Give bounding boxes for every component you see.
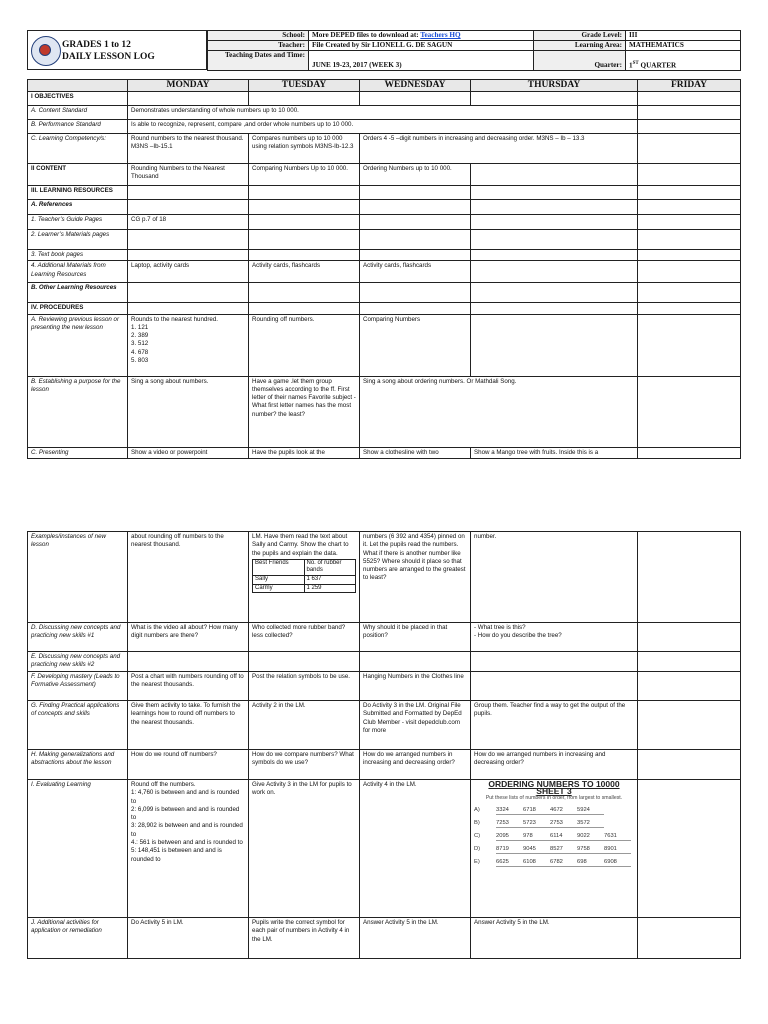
examples-thursday: number. [471,532,638,623]
reviewing-label: A. Reviewing previous lesson or presenting the new lesson [28,314,128,376]
evaluating-item: 4.: 561 is between and and is rounded to [131,839,243,847]
worksheet-title: ORDERING NUMBERS TO 10000 SHEET 3 [488,779,620,796]
review-item: 5. 803 [131,357,149,365]
mastery-tuesday: Post the relation symbols to be use. [249,672,360,701]
day-thursday: THURSDAY [471,80,638,92]
content-tuesday: Comparing Numbers Up to 10 000. [249,164,360,186]
presenting-monday: Show a video or powerpoint [128,447,249,458]
content-standard-label: A. Content Standard [28,106,128,120]
additional-materials-monday: Laptop, activity cards [128,261,249,283]
content-monday: Rounding Numbers to the Nearest Thousand [128,164,249,186]
discussing-1-wednesday: Why should it be placed in that position? [360,623,471,652]
presenting-wednesday: Show a clothesline with two [360,447,471,458]
additional-activities-thursday: Answer Activity 5 in the LM. [471,918,638,959]
worksheet-row: E) 6625 6108 6782 698 6908 [474,859,634,867]
purpose-tuesday: Have a game .let them group themselves according to the ff. First letter of their names Favorite subject - What first letter names has the most number? the least? [249,376,360,447]
lesson-table-page1 [27,79,741,459]
area-value: MATHEMATICS [626,41,741,51]
purpose-wednesday: Sing a song about ordering numbers. Or Mathdali Song. [360,376,638,447]
worksheet-row: C) 2095 978 6114 9022 7631 [474,833,634,841]
friends-header-name: Best Friends [253,559,305,575]
additional-materials-tuesday: Activity cards, flashcards [249,261,360,283]
grade-value: III [626,31,741,41]
quarter-label: Quarter: [534,51,626,71]
logo-title-1: GRADES 1 to 12 [62,40,131,50]
mastery-label: F. Developing mastery (Leads to Formative Assessment) [28,672,128,701]
procedures-heading: IV. PROCEDURES [28,303,128,314]
review-item: 1. 121 [131,323,149,331]
performance-standard-label: B. Performance Standard [28,120,128,134]
generalizations-tuesday: How do we compare numbers? What symbols do we use? [249,750,360,780]
applications-wednesday: Do Activity 3 in the LM. Original File Submitted and Formatted by DepEd Club Member - visit depedclub.com for more [360,701,471,750]
examples-label: Examples/instances of new lesson [28,532,128,623]
area-label: Learning Area: [534,41,626,51]
best-friends-table [252,559,356,593]
day-monday: MONDAY [128,80,249,92]
lesson-table-page2 [27,531,741,959]
evaluating-item: 2: 6,099 is between and and is rounded to [131,805,240,822]
teachers-guide-monday: CG p.7 of 18 [128,215,249,230]
logo-title-2: DAILY LESSON LOG [62,52,155,62]
reviewing-monday: Rounds to the nearest hundred. 1. 121 2. 389 3. 512 4. 678 5. 803 [128,314,249,376]
evaluating-item: 1: 4,760 is between and and is rounded to [131,789,240,805]
objectives-heading: I OBJECTIVES [28,92,128,106]
applications-thursday: Group them. Teacher find a way to get the output of the pupils. [471,701,638,750]
other-resources-label: B. Other Learning Resources [28,283,128,303]
evaluating-label: I. Evaluating Learning [28,780,128,918]
generalizations-wednesday: How do we arranged numbers in increasing and decreasing order? [360,750,471,780]
additional-activities-tuesday: Pupils write the correct symbol for each pair of numbers in Activity 4 in the LM. [249,918,360,959]
competency-label: C. Learning Competency/s: [28,134,128,164]
dates-value: JUNE 19-23, 2017 (WEEK 3) [309,51,534,71]
worksheet-row: D) 8719 9045 8527 9758 8901 [474,846,634,854]
additional-activities-wednesday: Answer Activity 5 in the LM. [360,918,471,959]
header-info-table [207,30,741,71]
evaluating-wednesday: Activity 4 in the LM. [360,780,471,918]
review-item: 3. 512 [131,340,149,348]
discussing-1-label: D. Discussing new concepts and practicing new skills #1 [28,623,128,652]
content-label: II CONTENT [28,164,128,186]
purpose-label: B. Establishing a purpose for the lesson [28,376,128,447]
grade-label: Grade Level: [534,31,626,41]
corner-cell [28,80,128,92]
evaluating-item: 3: 28,902 is between and and is rounded to [131,822,243,838]
examples-wednesday: numbers (6 392 and 4354) pinned on it. Let the pupils read the numbers. What if there is another number like 5525? Where should it place so that numbers are arranged to the greatest to least? [360,532,471,623]
competency-tuesday: Compares numbers up to 10 000 using relation symbols M3NS-Ib-12.3 [249,134,360,164]
presenting-thursday: Show a Mango tree with fruits. Inside this is a [471,447,638,458]
day-friday: FRIDAY [638,80,741,92]
applications-label: G. Finding Practical applications of concepts and skills [28,701,128,750]
additional-materials-label: 4. Additional Materials from Learning Resources [28,261,128,283]
worksheet-subtitle: Put these lists of numbers in order, from largest to smallest. [485,795,623,801]
teacher-label: Teacher: [208,41,309,51]
resources-heading: III. LEARNING RESOURCES [28,186,128,200]
generalizations-label: H. Making generalizations and abstractions about the lesson [28,750,128,780]
evaluating-monday: Round off the numbers. 1: 4,760 is between and and is rounded to 2: 6,099 is between and and is rounded to 3: 28,902 is between and and is rounded to 4.: 561 is between and and is rounded to 5: 148,451 is between and and is rounded to [128,780,249,918]
evaluating-item: 5: 148,451 is between and and is rounded to [131,847,222,863]
applications-monday: Give them activity to take. To furnish the learnings how to round off numbers to the nearest thousands. [128,701,249,750]
generalizations-monday: How do we round off numbers? [128,750,249,780]
day-tuesday: TUESDAY [249,80,360,92]
teachers-hq-link[interactable]: Teachers HQ [420,31,461,39]
evaluating-thursday [471,780,638,918]
examples-monday: about rounding off numbers to the nearest thousand. [128,532,249,623]
presenting-tuesday: Have the pupils look at the [249,447,360,458]
friends-carmy: Carmy [253,584,305,593]
worksheet-row: B) 7253 5723 2753 3572 [474,820,634,828]
generalizations-thursday: How do we arranged numbers in increasing and decreasing order? [471,750,638,780]
purpose-monday: Sing a song about numbers. [128,376,249,447]
school-value: More DEPED files to download at: Teachers HQ [309,31,534,41]
content-standard-value: Demonstrates understanding of whole numbers up to 10 000. [128,106,638,120]
discussing-1-thursday: - What tree is this? - How do you describe the tree? [471,623,638,652]
friends-sally-count: 1 637 [304,576,356,585]
friends-carmy-count: 1 259 [304,584,356,593]
applications-tuesday: Activity 2 in the LM. [249,701,360,750]
mastery-wednesday: Hanging Numbers in the Clothes line [360,672,471,701]
school-label: School: [208,31,309,41]
reviewing-tuesday: Rounding off numbers. [249,314,360,376]
deped-logo-block [27,30,207,70]
additional-activities-label: J. Additional activities for application or remediation [28,918,128,959]
presenting-label: C. Presenting [28,447,128,458]
competency-wednesday: Orders 4 -5 –digit numbers in increasing and decreasing order. M3NS – Ib – 13.3 [360,134,638,164]
performance-standard-value: Is able to recognize, represent, compare ,and order whole numbers up to 10 000. [128,120,638,134]
textbook-label: 3. Text book pages [28,250,128,261]
review-item: 2. 389 [131,332,149,340]
learners-materials-label: 2. Learner’s Materials pages [28,230,128,250]
examples-tuesday: LM. Have them read the text about Sally and Carmy. Show the chart to the pupils and explain the data. Best Friends No. of rubber bands Sally 1 637 Carmy 1 259 [249,532,360,623]
day-wednesday: WEDNESDAY [360,80,471,92]
friends-sally: Sally [253,576,305,585]
content-wednesday: Ordering Numbers up to 10 000. [360,164,471,186]
ordering-worksheet [474,781,634,867]
teacher-value: File Created by Sir LIONELL G. DE SAGUN [309,41,534,51]
reviewing-wednesday: Comparing Numbers [360,314,471,376]
evaluating-tuesday: Give Activity 3 in the LM for pupils to work on. [249,780,360,918]
quarter-value: 1ST QUARTER [626,51,741,71]
additional-activities-monday: Do Activity 5 in LM. [128,918,249,959]
worksheet-row: A) 3324 6718 4672 5924 [474,807,634,815]
discussing-1-tuesday: Who collected more rubber band? less collected? [249,623,360,652]
deped-seal-icon [31,36,61,66]
dates-label: Teaching Dates and Time: [208,51,309,71]
competency-monday: Round numbers to the nearest thousand. M3NS –Ib-15.1 [128,134,249,164]
additional-materials-wednesday: Activity cards, flashcards [360,261,471,283]
teachers-guide-label: 1. Teacher’s Guide Pages [28,215,128,230]
discussing-2-label: E. Discussing new concepts and practicing new skills #2 [28,652,128,672]
review-item: 4. 678 [131,348,149,356]
friends-header-count: No. of rubber bands [304,559,356,575]
references-label: A. References [28,200,128,215]
discussing-1-monday: What is the video all about? How many digit numbers are there? [128,623,249,652]
mastery-monday: Post a chart with numbers rounding off to the nearest thousands. [128,672,249,701]
